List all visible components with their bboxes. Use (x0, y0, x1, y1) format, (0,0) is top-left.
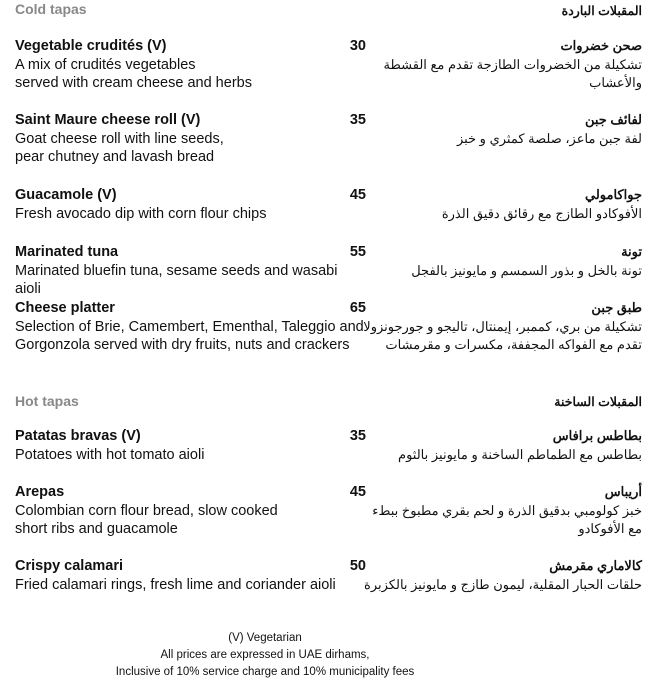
item-name-ar: بطاطس برافاس (552, 428, 642, 443)
item-description: Potatoes with hot tomato aioli (15, 446, 205, 463)
item-description: Fresh avocado dip with corn flour chips (15, 205, 267, 222)
footer-line: (V) Vegetarian (228, 632, 302, 644)
hot-tapas-heading-ar: المقبلات الساخنة (554, 395, 642, 409)
item-arabic (362, 557, 642, 594)
item-arabic (362, 111, 642, 148)
item-price: 50 (349, 558, 366, 574)
item-description: A mix of crudités vegetables (15, 56, 196, 73)
item-description: pear chutney and lavash bread (15, 149, 215, 165)
item-arabic (362, 243, 642, 280)
item-description-ar: تونة بالخل و بذور السمسم و مايونيز بالفجل (411, 262, 642, 278)
item-name: Saint Maure cheese roll (V) (15, 112, 201, 128)
item-description-ar: الأفوكادو الطازج مع رقائق دقيق الذرة (441, 205, 642, 221)
cold-tapas-heading-ar: المقبلات الباردة (561, 4, 642, 18)
item-price: 30 (349, 38, 366, 54)
item-name-ar: لفائف جبن (584, 112, 642, 127)
item-name-ar: تونة (621, 244, 642, 259)
item-arabic (362, 299, 642, 355)
item-name: Vegetable crudités (V) (15, 38, 167, 54)
item-description: Gorgonzola served with dry fruits, nuts and crackers (15, 337, 350, 353)
footer-notes (0, 630, 530, 681)
item-price: 45 (349, 187, 366, 203)
item-description: Marinated bluefin tuna, sesame seeds and wasabi aioli (15, 262, 338, 297)
item-arabic (362, 37, 642, 93)
item-name: Arepas (15, 484, 65, 500)
item-price: 45 (349, 484, 366, 500)
item-arabic (362, 186, 642, 223)
footer-line: Inclusive of 10% service charge and 10% municipality fees (115, 666, 415, 678)
item-description: short ribs and guacamole (15, 521, 178, 537)
item-name-ar: كالاماري مقرمش (549, 558, 642, 573)
item-description: Fried calamari rings, fresh lime and coriander aioli (15, 576, 336, 593)
item-description-ar: حلقات الحبار المقلية، ليمون طازج و مايونيز بالكزبرة (364, 576, 642, 592)
item-name: Patatas bravas (V) (15, 428, 141, 444)
hot-tapas-heading: Hot tapas (15, 393, 79, 409)
item-description-ar: مع الأفوكادو (578, 521, 642, 536)
item-description-ar: لفة جبن ماعز، صلصة كمثري و خبز (456, 130, 642, 146)
item-description: Goat cheese roll with line seeds, (15, 130, 224, 147)
item-description-ar: تقدم مع الفواكه المجففة، مكسرات و مقرمشات (385, 337, 642, 352)
item-description: served with cream cheese and herbs (15, 75, 252, 91)
item-price: 55 (349, 244, 366, 260)
item-description-ar: بطاطس مع الطماطم الساخنة و مايونيز بالثوم (398, 446, 642, 462)
item-name-ar: صحن خضروات (560, 38, 642, 53)
item-description-ar: تشكيلة من بري، كممبر، إيمنتال، تاليجو و جورجونزولا (363, 318, 642, 334)
item-price: 35 (349, 112, 366, 128)
item-description-ar: تشكيلة من الخضروات الطازجة تقدم مع القشطة والأعشاب (383, 56, 642, 90)
item-description: Colombian corn flour bread, slow cooked (15, 502, 278, 519)
item-price: 65 (349, 300, 366, 316)
item-arabic (362, 427, 642, 464)
item-name-ar: جواكامولي (585, 187, 642, 202)
item-description: Selection of Brie, Camembert, Ementhal, Taleggio and (15, 318, 364, 335)
item-name-ar: أريباس (604, 484, 642, 499)
item-name-ar: طبق جبن (591, 300, 642, 315)
item-name: Marinated tuna (15, 244, 119, 260)
item-description-ar: خبز كولومبي بدقيق الذرة و لحم بقري مطبوخ ببطء (372, 502, 642, 518)
item-arabic (362, 483, 642, 539)
footer-line: All prices are expressed in UAE dirhams, (160, 649, 370, 661)
item-name: Cheese platter (15, 300, 115, 316)
item-price: 35 (349, 428, 366, 444)
cold-tapas-heading: Cold tapas (15, 1, 87, 17)
item-name: Guacamole (V) (15, 187, 117, 203)
item-name: Crispy calamari (15, 558, 124, 574)
